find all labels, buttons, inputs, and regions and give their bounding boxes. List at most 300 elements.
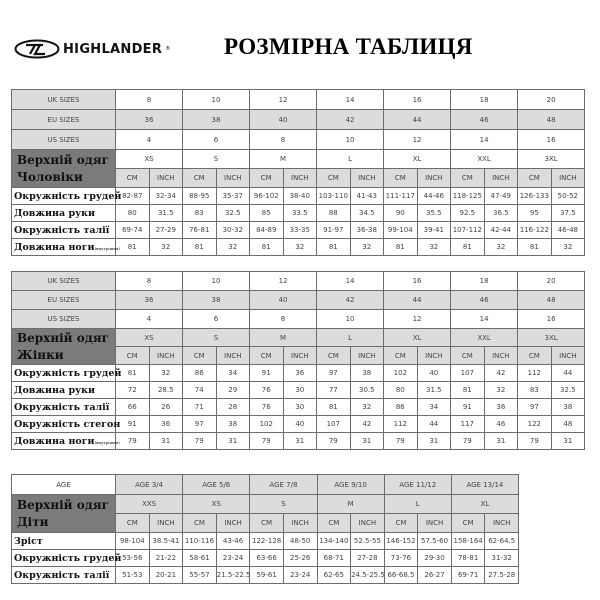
unit-cm: CM bbox=[183, 514, 217, 533]
measurement-value: 78-81 bbox=[451, 550, 485, 567]
measurement-value: 31 bbox=[551, 433, 585, 450]
measurement-value: 116-122 bbox=[518, 222, 552, 239]
measurement-value: 74 bbox=[183, 382, 217, 399]
size-system-row bbox=[12, 130, 585, 150]
measurement-value: 81 bbox=[384, 239, 418, 256]
measurement-value: 48 bbox=[551, 416, 585, 433]
size-value: AGE 13/14 bbox=[451, 475, 518, 495]
measurement-value: 47-49 bbox=[484, 188, 518, 205]
measurement-value: 30 bbox=[283, 399, 317, 416]
measurement-value: 27-29 bbox=[149, 222, 183, 239]
measurement-value: 23-24 bbox=[283, 567, 317, 584]
size-value: 6 bbox=[183, 310, 250, 329]
size-system-row bbox=[12, 90, 585, 110]
size-value: 8 bbox=[250, 130, 317, 150]
size-value: 12 bbox=[250, 90, 317, 110]
measurement-value: 102 bbox=[384, 365, 418, 382]
unit-cm: CM bbox=[518, 169, 552, 188]
unit-inch: INCH bbox=[484, 169, 518, 188]
measurement-value: 31 bbox=[149, 433, 183, 450]
size-letter: L bbox=[384, 495, 451, 514]
measurement-value: 32 bbox=[350, 399, 384, 416]
measurement-value: 24.5-25.5 bbox=[351, 567, 385, 584]
measurement-value: 107 bbox=[451, 365, 485, 382]
size-letter-row bbox=[12, 495, 519, 514]
measurement-value: 118-125 bbox=[451, 188, 485, 205]
measurement-value: 81 bbox=[518, 239, 552, 256]
measurement-value: 27-28 bbox=[351, 550, 385, 567]
measurement-value: 76 bbox=[250, 382, 284, 399]
measurement-value: 98-104 bbox=[116, 533, 150, 550]
measurement-value: 97 bbox=[518, 399, 552, 416]
measurement-value: 97 bbox=[183, 416, 217, 433]
measurement-label: Довжина руки bbox=[12, 205, 116, 222]
registered-mark: ® bbox=[165, 46, 171, 52]
unit-inch: INCH bbox=[216, 169, 250, 188]
unit-cm: CM bbox=[183, 169, 217, 188]
measurement-row bbox=[12, 433, 585, 450]
size-letter-row bbox=[12, 329, 585, 347]
measurement-value: 91 bbox=[116, 416, 150, 433]
measurement-value: 95 bbox=[518, 205, 552, 222]
unit-cm: CM bbox=[250, 169, 284, 188]
size-value: 12 bbox=[384, 310, 451, 329]
size-value: 12 bbox=[384, 130, 451, 150]
unit-cm: CM bbox=[451, 514, 485, 533]
measurement-value: 69-74 bbox=[116, 222, 150, 239]
measurement-value: 53-56 bbox=[116, 550, 150, 567]
size-letter: M bbox=[317, 495, 384, 514]
measurement-value: 79 bbox=[317, 433, 351, 450]
size-letter: M bbox=[250, 329, 317, 347]
unit-inch: INCH bbox=[149, 514, 183, 533]
size-system-row bbox=[12, 310, 585, 329]
measurement-value: 66-68.5 bbox=[384, 567, 418, 584]
size-letter: XL bbox=[384, 329, 451, 347]
size-letter: XS bbox=[183, 495, 250, 514]
category-label: Верхній одяг Діти bbox=[12, 495, 116, 533]
measurement-label: Окружність талії bbox=[12, 567, 116, 584]
unit-inch: INCH bbox=[485, 514, 519, 533]
measurement-label: Окружність талії bbox=[12, 399, 116, 416]
measurement-value: 86 bbox=[183, 365, 217, 382]
measurement-row bbox=[12, 416, 585, 433]
measurement-value: 84-89 bbox=[250, 222, 284, 239]
measurement-value: 36 bbox=[149, 416, 183, 433]
size-value: 10 bbox=[183, 272, 250, 291]
size-system-label: UK SIZES bbox=[12, 272, 116, 291]
measurement-value: 80 bbox=[116, 205, 150, 222]
size-system-row bbox=[12, 272, 585, 291]
measurement-value: 38 bbox=[350, 365, 384, 382]
measurement-value: 76 bbox=[250, 399, 284, 416]
category-label: Верхній одяг Жінки bbox=[12, 329, 116, 365]
measurement-value: 73-76 bbox=[384, 550, 418, 567]
measurement-value: 97 bbox=[317, 365, 351, 382]
unit-inch: INCH bbox=[417, 169, 451, 188]
size-value: 10 bbox=[317, 310, 384, 329]
size-value: 6 bbox=[183, 130, 250, 150]
unit-cm: CM bbox=[518, 347, 552, 365]
highlander-emblem-icon bbox=[14, 39, 60, 59]
measurement-value: 32 bbox=[149, 365, 183, 382]
measurement-row bbox=[12, 365, 585, 382]
measurement-value: 38-40 bbox=[283, 188, 317, 205]
unit-cm: CM bbox=[116, 169, 150, 188]
measurement-value: 31 bbox=[216, 433, 250, 450]
unit-inch: INCH bbox=[283, 514, 317, 533]
size-value: 16 bbox=[384, 90, 451, 110]
size-letter: S bbox=[183, 329, 250, 347]
measurement-value: 79 bbox=[116, 433, 150, 450]
unit-cm: CM bbox=[451, 169, 485, 188]
measurement-value: 42-44 bbox=[484, 222, 518, 239]
measurement-row bbox=[12, 188, 585, 205]
size-value: 14 bbox=[317, 272, 384, 291]
measurement-value: 81 bbox=[183, 239, 217, 256]
size-letter: XS bbox=[116, 329, 183, 347]
unit-inch: INCH bbox=[418, 514, 452, 533]
size-value: 18 bbox=[451, 90, 518, 110]
measurement-row bbox=[12, 382, 585, 399]
size-letter: L bbox=[317, 329, 384, 347]
measurement-value: 30 bbox=[283, 382, 317, 399]
size-value: 10 bbox=[183, 90, 250, 110]
measurement-value: 32 bbox=[484, 382, 518, 399]
measurement-value: 81 bbox=[317, 239, 351, 256]
unit-inch: INCH bbox=[149, 169, 183, 188]
measurement-value: 44 bbox=[551, 365, 585, 382]
unit-cm: CM bbox=[116, 347, 150, 365]
measurement-value: 31.5 bbox=[149, 205, 183, 222]
unit-inch: INCH bbox=[350, 169, 384, 188]
measurement-value: 37.5 bbox=[551, 205, 585, 222]
measurement-value: 44-46 bbox=[417, 188, 451, 205]
kids-size-table bbox=[11, 474, 519, 584]
measurement-value: 57.5-60 bbox=[418, 533, 452, 550]
measurement-label: Довжина руки bbox=[12, 382, 116, 399]
measurement-value: 42 bbox=[350, 416, 384, 433]
measurement-value: 21-22 bbox=[149, 550, 183, 567]
unit-inch: INCH bbox=[149, 347, 183, 365]
measurement-row bbox=[12, 550, 519, 567]
size-value: 14 bbox=[317, 90, 384, 110]
measurement-value: 90 bbox=[384, 205, 418, 222]
size-value: 14 bbox=[451, 130, 518, 150]
measurement-value: 86 bbox=[384, 399, 418, 416]
size-value: 44 bbox=[384, 110, 451, 130]
size-value: 38 bbox=[183, 110, 250, 130]
size-value: 42 bbox=[317, 291, 384, 310]
measurement-value: 88-95 bbox=[183, 188, 217, 205]
measurement-value: 26-27 bbox=[418, 567, 452, 584]
unit-inch: INCH bbox=[283, 347, 317, 365]
measurement-row bbox=[12, 567, 519, 584]
size-value: 20 bbox=[518, 272, 585, 291]
logo-wordmark: HIGHLANDER bbox=[63, 41, 163, 57]
unit-inch: INCH bbox=[351, 514, 385, 533]
size-system-label: EU SIZES bbox=[12, 291, 116, 310]
size-letter-row bbox=[12, 150, 585, 169]
size-letter: XS bbox=[116, 150, 183, 169]
measurement-value: 32-34 bbox=[149, 188, 183, 205]
measurement-value: 31 bbox=[350, 433, 384, 450]
measurement-value: 76-81 bbox=[183, 222, 217, 239]
size-letter: S bbox=[183, 150, 250, 169]
unit-cm: CM bbox=[317, 347, 351, 365]
size-system-label: AGE bbox=[12, 475, 116, 495]
measurement-value: 107 bbox=[317, 416, 351, 433]
measurement-value: 36 bbox=[283, 365, 317, 382]
measurement-value: 79 bbox=[384, 433, 418, 450]
measurement-value: 82-87 bbox=[116, 188, 150, 205]
measurement-value: 80 bbox=[384, 382, 418, 399]
size-letter: S bbox=[250, 495, 317, 514]
measurement-label: Окружність грудей bbox=[12, 365, 116, 382]
measurement-value: 122 bbox=[518, 416, 552, 433]
size-value: 38 bbox=[183, 291, 250, 310]
size-letter: XXS bbox=[116, 495, 183, 514]
size-value: 16 bbox=[518, 310, 585, 329]
page-title: РОЗМІРНА ТАБЛИЦЯ bbox=[224, 34, 473, 59]
measurement-value: 62-64.5 bbox=[485, 533, 519, 550]
measurement-value: 32 bbox=[216, 239, 250, 256]
measurement-value: 71 bbox=[183, 399, 217, 416]
measurement-value: 40 bbox=[283, 416, 317, 433]
size-letter: XXL bbox=[451, 150, 518, 169]
measurement-value: 36-38 bbox=[350, 222, 384, 239]
measurement-row bbox=[12, 239, 585, 256]
unit-inch: INCH bbox=[417, 347, 451, 365]
size-value: 48 bbox=[518, 291, 585, 310]
measurement-value: 40 bbox=[417, 365, 451, 382]
size-value: 36 bbox=[116, 110, 183, 130]
size-value: AGE 3/4 bbox=[116, 475, 183, 495]
measurement-value: 30-32 bbox=[216, 222, 250, 239]
measurement-value: 29-30 bbox=[418, 550, 452, 567]
measurement-value: 63-66 bbox=[250, 550, 284, 567]
measurement-value: 35-37 bbox=[216, 188, 250, 205]
measurement-label: Зріст bbox=[12, 533, 116, 550]
measurement-value: 81 bbox=[317, 399, 351, 416]
measurement-value: 81 bbox=[451, 239, 485, 256]
size-letter: M bbox=[250, 150, 317, 169]
size-value: 10 bbox=[317, 130, 384, 150]
unit-cm: CM bbox=[384, 169, 418, 188]
unit-cm: CM bbox=[250, 347, 284, 365]
measurement-value: 33-35 bbox=[283, 222, 317, 239]
measurement-value: 146-152 bbox=[384, 533, 418, 550]
size-system-row bbox=[12, 110, 585, 130]
size-value: 40 bbox=[250, 110, 317, 130]
measurement-value: 21.5-22.5 bbox=[216, 567, 250, 584]
size-value: 12 bbox=[250, 272, 317, 291]
unit-cm: CM bbox=[451, 347, 485, 365]
highlander-logo bbox=[14, 39, 170, 59]
size-value: 46 bbox=[451, 110, 518, 130]
measurement-value: 25-26 bbox=[283, 550, 317, 567]
measurement-value: 27.5-28 bbox=[485, 567, 519, 584]
measurement-value: 38.5-41 bbox=[149, 533, 183, 550]
measurement-value: 99-104 bbox=[384, 222, 418, 239]
size-value: AGE 5/6 bbox=[183, 475, 250, 495]
size-value: 16 bbox=[518, 130, 585, 150]
size-value: 14 bbox=[451, 310, 518, 329]
measurement-value: 126-133 bbox=[518, 188, 552, 205]
unit-inch: INCH bbox=[484, 347, 518, 365]
measurement-value: 117 bbox=[451, 416, 485, 433]
measurement-value: 43-46 bbox=[216, 533, 250, 550]
size-letter: 3XL bbox=[518, 150, 585, 169]
size-value: 4 bbox=[116, 130, 183, 150]
measurement-value: 34 bbox=[417, 399, 451, 416]
size-value: AGE 9/10 bbox=[317, 475, 384, 495]
measurement-value: 31 bbox=[417, 433, 451, 450]
measurement-label: Окружність грудей bbox=[12, 188, 116, 205]
size-value: 8 bbox=[116, 272, 183, 291]
measurement-value: 32.5 bbox=[551, 382, 585, 399]
measurement-value: 20-21 bbox=[149, 567, 183, 584]
mens-size-table bbox=[11, 89, 585, 256]
measurement-label: Окружність грудей bbox=[12, 550, 116, 567]
measurement-value: 31 bbox=[283, 433, 317, 450]
womens-size-table bbox=[11, 271, 585, 450]
measurement-value: 81 bbox=[451, 382, 485, 399]
measurement-value: 85 bbox=[250, 205, 284, 222]
measurement-value: 158-164 bbox=[451, 533, 485, 550]
size-system-label: US SIZES bbox=[12, 310, 116, 329]
measurement-value: 42 bbox=[484, 365, 518, 382]
measurement-value: 26 bbox=[149, 399, 183, 416]
measurement-value: 34 bbox=[216, 365, 250, 382]
measurement-value: 81 bbox=[116, 239, 150, 256]
size-system-label: UK SIZES bbox=[12, 90, 116, 110]
measurement-value: 91 bbox=[250, 365, 284, 382]
category-label: Верхній одяг Чоловіки bbox=[12, 150, 116, 188]
measurement-value: 38 bbox=[551, 399, 585, 416]
size-value: 48 bbox=[518, 110, 585, 130]
unit-cm: CM bbox=[384, 514, 418, 533]
measurement-value: 91-97 bbox=[317, 222, 351, 239]
measurement-value: 111-117 bbox=[384, 188, 418, 205]
measurement-value: 96-102 bbox=[250, 188, 284, 205]
measurement-value: 33.5 bbox=[283, 205, 317, 222]
measurement-value: 46 bbox=[484, 416, 518, 433]
measurement-value: 36 bbox=[484, 399, 518, 416]
measurement-value: 46-48 bbox=[551, 222, 585, 239]
measurement-value: 55-57 bbox=[183, 567, 217, 584]
size-value: 4 bbox=[116, 310, 183, 329]
size-value: 8 bbox=[250, 310, 317, 329]
measurement-value: 52.5-55 bbox=[351, 533, 385, 550]
measurement-value: 48-50 bbox=[283, 533, 317, 550]
size-value: 16 bbox=[384, 272, 451, 291]
measurement-value: 112 bbox=[518, 365, 552, 382]
measurement-value: 122-128 bbox=[250, 533, 284, 550]
measurement-value: 72 bbox=[116, 382, 150, 399]
measurement-value: 58-61 bbox=[183, 550, 217, 567]
measurement-value: 23-24 bbox=[216, 550, 250, 567]
size-system-row bbox=[12, 475, 519, 495]
measurement-value: 32.5 bbox=[216, 205, 250, 222]
measurement-row bbox=[12, 399, 585, 416]
measurement-value: 31.5 bbox=[417, 382, 451, 399]
size-value: 44 bbox=[384, 291, 451, 310]
size-system-label: US SIZES bbox=[12, 130, 116, 150]
measurement-value: 50-52 bbox=[551, 188, 585, 205]
size-letter: 3XL bbox=[518, 329, 585, 347]
measurement-note: (внутрішня) bbox=[94, 439, 120, 445]
measurement-label: Довжина ноги(внутрішня) bbox=[12, 433, 116, 450]
size-value: AGE 7/8 bbox=[250, 475, 317, 495]
unit-inch: INCH bbox=[216, 347, 250, 365]
unit-inch: INCH bbox=[350, 347, 384, 365]
measurement-value: 28.5 bbox=[149, 382, 183, 399]
measurement-value: 41-43 bbox=[350, 188, 384, 205]
measurement-value: 32 bbox=[551, 239, 585, 256]
unit-cm: CM bbox=[183, 347, 217, 365]
measurement-value: 32 bbox=[350, 239, 384, 256]
measurement-row bbox=[12, 533, 519, 550]
unit-inch: INCH bbox=[551, 169, 585, 188]
measurement-row bbox=[12, 222, 585, 239]
measurement-value: 66 bbox=[116, 399, 150, 416]
measurement-label: Довжина ноги(внутрішня) bbox=[12, 239, 116, 256]
measurement-value: 79 bbox=[250, 433, 284, 450]
measurement-value: 62-65 bbox=[317, 567, 351, 584]
measurement-value: 88 bbox=[317, 205, 351, 222]
measurement-label: Окружність талії bbox=[12, 222, 116, 239]
measurement-value: 102 bbox=[250, 416, 284, 433]
measurement-value: 30.5 bbox=[350, 382, 384, 399]
measurement-value: 79 bbox=[183, 433, 217, 450]
measurement-value: 36.5 bbox=[484, 205, 518, 222]
measurement-value: 32 bbox=[484, 239, 518, 256]
unit-inch: INCH bbox=[283, 169, 317, 188]
measurement-value: 38 bbox=[216, 416, 250, 433]
size-letter: XXL bbox=[451, 329, 518, 347]
measurement-value: 32 bbox=[149, 239, 183, 256]
unit-inch: INCH bbox=[551, 347, 585, 365]
measurement-value: 81 bbox=[250, 239, 284, 256]
size-value: 18 bbox=[451, 272, 518, 291]
size-value: 36 bbox=[116, 291, 183, 310]
unit-inch: INCH bbox=[216, 514, 250, 533]
unit-cm: CM bbox=[317, 169, 351, 188]
measurement-value: 28 bbox=[216, 399, 250, 416]
measurement-value: 134-140 bbox=[317, 533, 351, 550]
size-value: AGE 11/12 bbox=[384, 475, 451, 495]
measurement-note: (внутрішня) bbox=[94, 245, 120, 251]
measurement-row bbox=[12, 205, 585, 222]
size-letter: L bbox=[317, 150, 384, 169]
size-value: 8 bbox=[116, 90, 183, 110]
measurement-value: 83 bbox=[183, 205, 217, 222]
size-value: 20 bbox=[518, 90, 585, 110]
measurement-value: 32 bbox=[417, 239, 451, 256]
measurement-value: 91 bbox=[451, 399, 485, 416]
measurement-value: 79 bbox=[451, 433, 485, 450]
unit-cm: CM bbox=[116, 514, 150, 533]
measurement-value: 51-53 bbox=[116, 567, 150, 584]
measurement-value: 35.5 bbox=[417, 205, 451, 222]
size-letter: XL bbox=[384, 150, 451, 169]
measurement-value: 39-41 bbox=[417, 222, 451, 239]
measurement-label: Окружність стегон bbox=[12, 416, 116, 433]
size-value: 42 bbox=[317, 110, 384, 130]
measurement-value: 44 bbox=[417, 416, 451, 433]
measurement-value: 77 bbox=[317, 382, 351, 399]
